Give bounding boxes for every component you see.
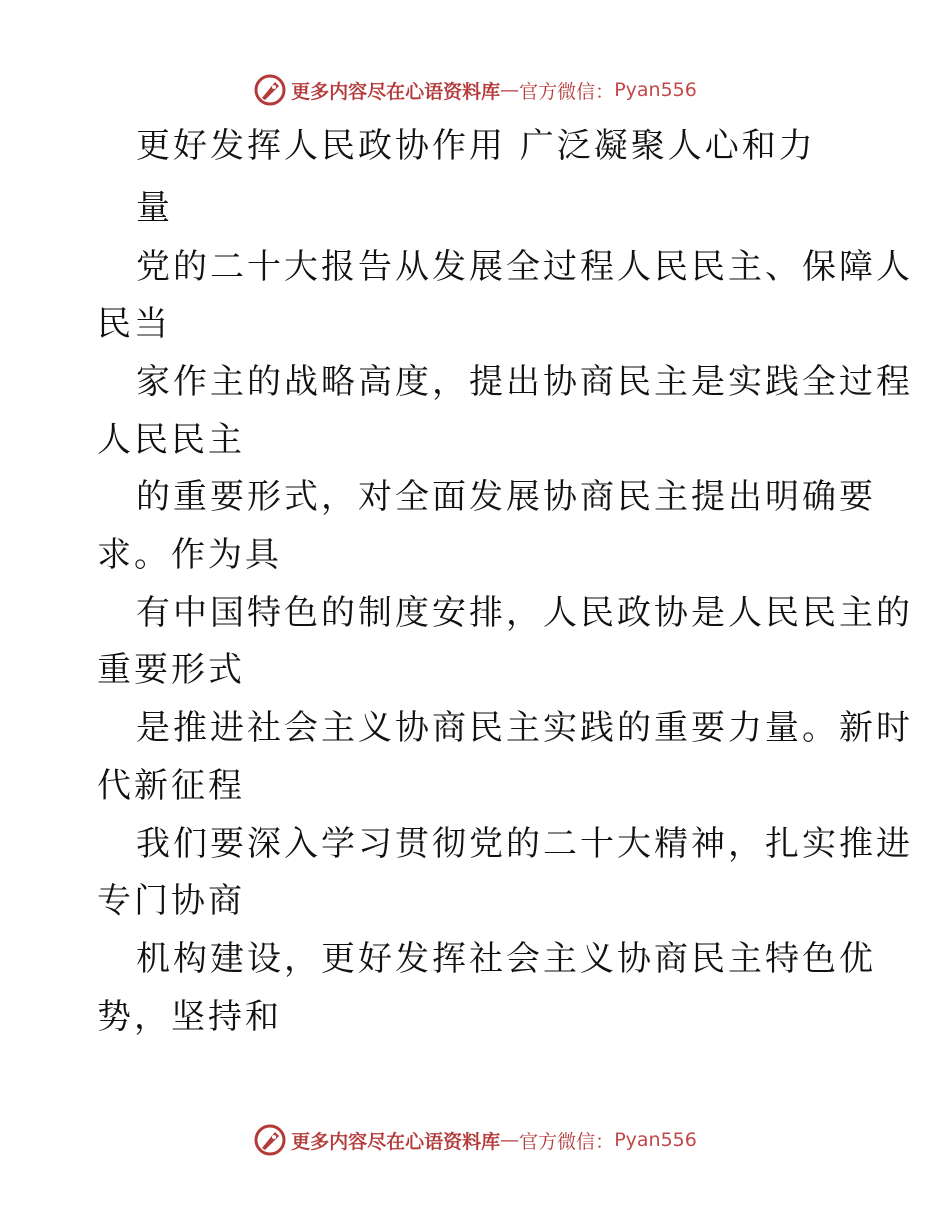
text-line: 有中国特色的制度安排，人民政协是人民民主的: [136, 593, 913, 633]
text-line: 家作主的战略高度，提出协商民主是实践全过程: [136, 362, 913, 402]
site-name: 更多内容尽在心语资料库: [291, 80, 501, 103]
wechat-label: 官方微信：: [519, 1130, 615, 1153]
separator-dash: —: [500, 1129, 520, 1151]
pen-nib-logo-icon: [253, 1123, 287, 1157]
text-line: 机构建设，更好发挥社会主义协商民主特色优: [136, 939, 876, 979]
separator-dash: —: [500, 79, 520, 101]
text-line: 求。作为具: [97, 535, 282, 575]
pen-nib-logo-icon: [253, 73, 287, 107]
text-line: 量: [136, 188, 173, 228]
site-name: 更多内容尽在心语资料库: [291, 1130, 501, 1153]
text-line: 重要形式: [97, 650, 245, 690]
wechat-id: Pyan556: [614, 79, 697, 101]
wechat-id: Pyan556: [614, 1129, 697, 1151]
header-banner: [0, 70, 950, 110]
text-line: 势，坚持和: [97, 997, 282, 1037]
text-line: 代新征程: [97, 766, 245, 806]
text-line: 我们要深入学习贯彻党的二十大精神，扎实推进: [136, 824, 913, 864]
text-line: 专门协商: [97, 881, 245, 921]
text-line: 民当: [97, 304, 171, 344]
text-line: 是推进社会主义协商民主实践的重要力量。新时: [136, 708, 913, 748]
wechat-label: 官方微信：: [519, 80, 615, 103]
text-line: 更好发挥人民政协作用 广泛凝聚人心和力: [136, 126, 816, 166]
text-line: 党的二十大报告从发展全过程人民民主、保障人: [136, 247, 913, 287]
text-line: 人民民主: [97, 420, 245, 460]
footer-banner: [0, 1120, 950, 1160]
text-line: 的重要形式，对全面发展协商民主提出明确要: [136, 477, 876, 517]
